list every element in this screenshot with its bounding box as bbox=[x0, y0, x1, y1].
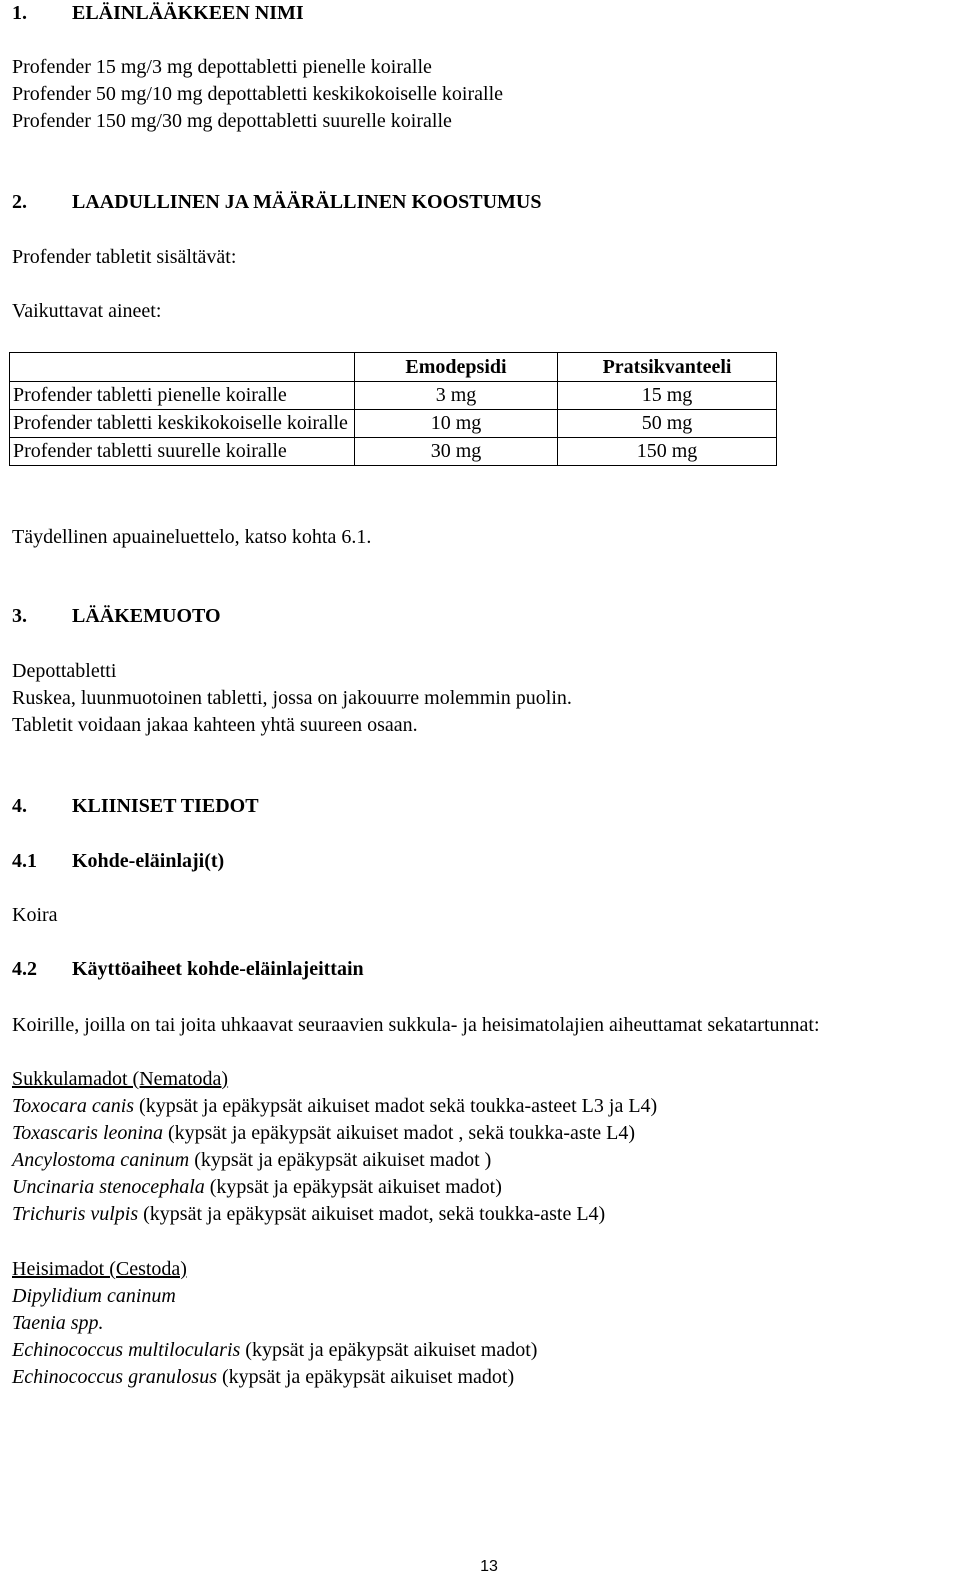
species-name: Ancylostoma caninum bbox=[12, 1149, 190, 1171]
section-title: ELÄINLÄÄKKEEN NIMI bbox=[72, 2, 304, 24]
section-3-heading bbox=[12, 603, 956, 630]
species-note: (kypsät ja epäkypsät aikuiset madot, sekä toukka-aste L4) bbox=[138, 1203, 606, 1225]
species-name: Trichuris vulpis bbox=[12, 1203, 139, 1225]
species-name: Echinococcus multilocularis bbox=[12, 1339, 241, 1361]
cestodes-heading: Heisimadot (Cestoda) bbox=[12, 1258, 187, 1280]
species-name: Echinococcus granulosus bbox=[12, 1366, 217, 1388]
nematodes-list bbox=[12, 1066, 956, 1228]
product-name: Profender 150 mg/30 mg depottabletti suurelle koiralle bbox=[12, 110, 452, 132]
section-title: KLIINISET TIEDOT bbox=[72, 795, 259, 817]
section-number: 2. bbox=[12, 191, 27, 213]
table-cell: 30 mg bbox=[355, 438, 558, 466]
list-item bbox=[12, 1093, 956, 1120]
table-cell: Profender tabletti suurelle koiralle bbox=[10, 438, 355, 466]
list-item bbox=[12, 1337, 956, 1364]
table-cell: 150 mg bbox=[558, 438, 777, 466]
section-number: 4.2 bbox=[12, 958, 37, 980]
section-2-heading bbox=[12, 189, 956, 216]
species-name: Toxascaris leonina bbox=[12, 1122, 163, 1144]
section-number: 1. bbox=[12, 2, 27, 24]
table-cell: Profender tabletti pienelle koiralle bbox=[10, 382, 355, 410]
table-row bbox=[10, 410, 777, 438]
species-note: (kypsät ja epäkypsät aikuiset madot) bbox=[216, 1366, 515, 1388]
list-item bbox=[12, 1147, 956, 1174]
composition-intro: Profender tabletit sisältävät: bbox=[12, 246, 237, 268]
table-row bbox=[10, 438, 777, 466]
species-note: (kypsät ja epäkypsät aikuiset madot , sekä toukka-aste L4) bbox=[162, 1122, 636, 1144]
section-title: LÄÄKEMUOTO bbox=[72, 605, 221, 627]
product-name: Profender 50 mg/10 mg depottabletti keskikokoiselle koiralle bbox=[12, 83, 504, 105]
form-line: Ruskea, luunmuotoinen tabletti, jossa on jakouurre molemmin puolin. bbox=[12, 687, 572, 709]
table-header-row bbox=[10, 353, 777, 382]
section-number: 4. bbox=[12, 795, 27, 817]
section-4-1-heading bbox=[12, 848, 956, 875]
section-title: Kohde-eläinlaji(t) bbox=[72, 850, 225, 872]
table-cell: 3 mg bbox=[355, 382, 558, 410]
form-line: Tabletit voidaan jakaa kahteen yhtä suureen osaan. bbox=[12, 714, 418, 736]
product-name: Profender 15 mg/3 mg depottabletti pienelle koiralle bbox=[12, 56, 432, 78]
composition-table bbox=[9, 352, 777, 466]
table-header bbox=[10, 353, 355, 382]
excipients-note: Täydellinen apuaineluettelo, katso kohta 6.1. bbox=[12, 526, 372, 548]
target-species: Koira bbox=[12, 904, 58, 926]
list-item bbox=[12, 1283, 956, 1310]
list-item bbox=[12, 1201, 956, 1228]
species-name: Dipylidium caninum bbox=[12, 1285, 176, 1307]
table-cell: 50 mg bbox=[558, 410, 777, 438]
list-item bbox=[12, 1364, 956, 1391]
pharmaceutical-form bbox=[12, 658, 956, 739]
species-name: Taenia spp. bbox=[12, 1312, 104, 1334]
species-note: (kypsät ja epäkypsät aikuiset madot) bbox=[240, 1339, 538, 1361]
table-cell: 15 mg bbox=[558, 382, 777, 410]
species-note: (kypsät ja epäkypsät aikuiset madot ) bbox=[189, 1149, 492, 1171]
section-number: 3. bbox=[12, 605, 27, 627]
table-header: Pratsikvanteeli bbox=[558, 353, 777, 382]
section-title: Käyttöaiheet kohde-eläinlajeittain bbox=[72, 958, 364, 980]
section-1-heading bbox=[12, 0, 956, 27]
table-header: Emodepsidi bbox=[355, 353, 558, 382]
section-4-2-heading bbox=[12, 956, 956, 983]
list-item bbox=[12, 1174, 956, 1201]
product-names bbox=[12, 54, 956, 135]
table-row bbox=[10, 382, 777, 410]
table-cell: Profender tabletti keskikokoiselle koiralle bbox=[10, 410, 355, 438]
species-name: Uncinaria stenocephala bbox=[12, 1176, 205, 1198]
nematodes-heading: Sukkulamadot (Nematoda) bbox=[12, 1068, 229, 1090]
species-note: (kypsät ja epäkypsät aikuiset madot sekä toukka-asteet L3 ja L4) bbox=[134, 1095, 658, 1117]
species-note: (kypsät ja epäkypsät aikuiset madot) bbox=[204, 1176, 502, 1198]
cestodes-list bbox=[12, 1256, 956, 1391]
active-substances-label: Vaikuttavat aineet: bbox=[12, 300, 162, 322]
section-4-heading bbox=[12, 793, 956, 820]
form-line: Depottabletti bbox=[12, 660, 117, 682]
section-number: 4.1 bbox=[12, 850, 37, 872]
indication-text: Koirille, joilla on tai joita uhkaavat seuraavien sukkula- ja heisimatolajien aiheuttamat sekatartunnat: bbox=[12, 1014, 820, 1036]
species-name: Toxocara canis bbox=[12, 1095, 135, 1117]
list-item bbox=[12, 1310, 956, 1337]
table-cell: 10 mg bbox=[355, 410, 558, 438]
page-number: 13 bbox=[480, 1558, 498, 1575]
section-title: LAADULLINEN JA MÄÄRÄLLINEN KOOSTUMUS bbox=[72, 191, 542, 213]
list-item bbox=[12, 1120, 956, 1147]
